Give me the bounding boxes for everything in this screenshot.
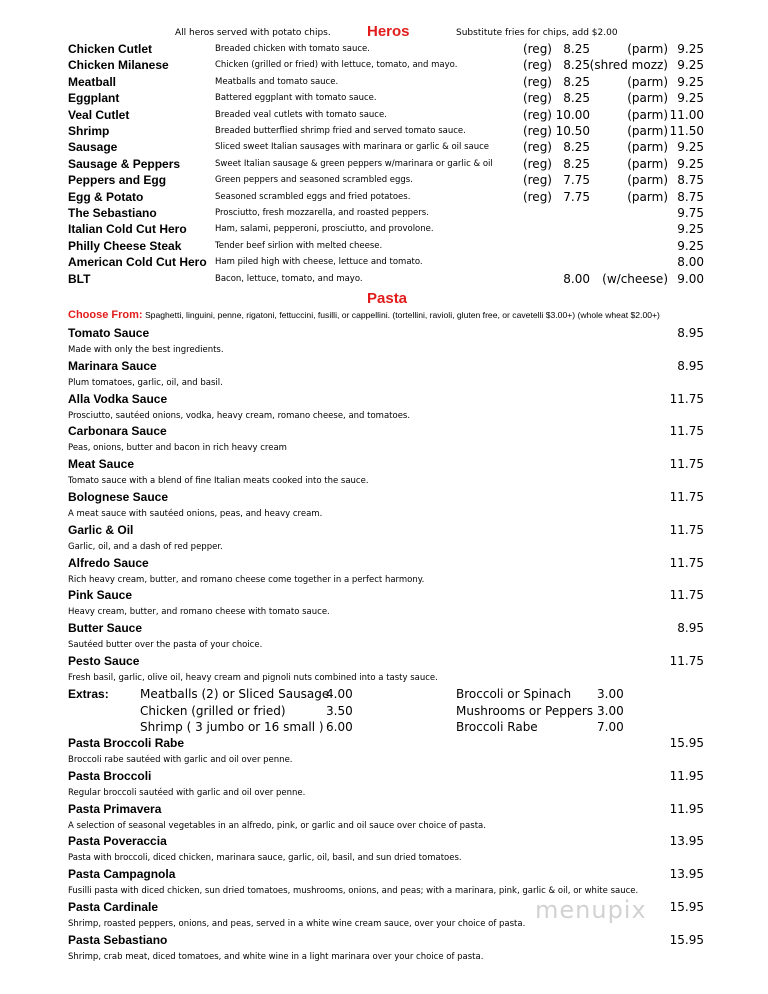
pasta-description: Prosciutto, sautéed onions, vodka, heavy cream, romano cheese, and tomatoes. — [68, 410, 411, 421]
hero-item — [0, 272, 768, 288]
hero-price-alt: 9.25 — [677, 91, 704, 106]
hero-price: 10.50 — [555, 124, 590, 138]
pasta-price: 13.95 — [669, 834, 704, 849]
pasta-description: A meat sauce with sautéed onions, peas, and heavy cream. — [68, 509, 323, 519]
hero-name: Sausage — [68, 140, 118, 155]
hero-item — [0, 157, 768, 173]
pasta-name: Pasta Broccoli — [68, 768, 152, 783]
pasta-item — [0, 834, 768, 867]
extra-name: Chicken (grilled or fried) — [140, 703, 286, 718]
pasta-item — [0, 933, 768, 966]
pasta-name: Marinara Sauce — [68, 358, 157, 373]
pasta-price: 11.95 — [669, 801, 704, 816]
hero-name: Shrimp — [68, 124, 110, 138]
hero-size-tag: (reg) — [522, 42, 552, 56]
hero-price-alt: 9.25 — [677, 238, 704, 253]
pasta-item — [0, 802, 768, 835]
pasta-description: Broccoli rabe sautéed with garlic and oil over penne. — [68, 755, 293, 765]
hero-description: Sliced sweet Italian sausages with marinara or garlic & oil sauce — [215, 142, 490, 153]
hero-size-tag: (reg) — [522, 91, 552, 106]
pasta-name: Meat Sauce — [68, 457, 135, 472]
pasta-price: 11.75 — [669, 588, 704, 603]
hero-price-alt: 9.25 — [677, 74, 704, 89]
pasta-price: 11.75 — [669, 457, 704, 472]
hero-name: Peppers and Egg — [68, 173, 167, 188]
hero-description: Ham piled high with cheese, lettuce and tomato. — [215, 257, 423, 268]
pasta-name: Pasta Poveraccia — [68, 834, 167, 849]
pasta-price: 15.95 — [669, 932, 704, 947]
hero-item — [0, 91, 768, 107]
pasta-description: Fresh basil, garlic, olive oil, heavy cream and pignoli nuts combined into a tasty sauce. — [68, 673, 438, 683]
pasta-name: Garlic & Oil — [68, 522, 134, 537]
hero-name: Eggplant — [68, 91, 120, 106]
extra-price: 3.00 — [597, 703, 624, 718]
pasta-name: Pasta Primavera — [68, 801, 162, 816]
pasta-price: 15.95 — [669, 900, 704, 914]
pasta-item — [0, 867, 768, 900]
hero-description: Sweet Italian sausage & green peppers w/marinara or garlic & oil — [215, 158, 493, 169]
extra-name: Shrimp ( 3 jumbo or 16 small ) — [140, 720, 324, 734]
extra-name: Meatballs (2) or Sliced Sausage — [140, 687, 330, 701]
pasta-item — [0, 392, 768, 425]
hero-description: Meatballs and tomato sauce. — [215, 76, 339, 87]
hero-price: 8.00 — [563, 271, 590, 286]
hero-name: Italian Cold Cut Hero — [68, 222, 187, 237]
pasta-description: Garlic, oil, and a dash of red pepper. — [68, 541, 223, 552]
pasta-item — [0, 490, 768, 523]
hero-size-tag: (reg) — [522, 124, 552, 138]
pasta-name: Pink Sauce — [68, 588, 133, 603]
hero-item — [0, 58, 768, 74]
pasta-description: Pasta with broccoli, diced chicken, marinara sauce, garlic, oil, basil, and sun dried tomatoes. — [68, 853, 462, 864]
pasta-name: Alfredo Sauce — [68, 555, 149, 570]
hero-size-tag-alt: (w/cheese) — [602, 271, 668, 286]
hero-size-tag-alt: (parm) — [627, 140, 668, 155]
pasta-item — [0, 769, 768, 802]
hero-size-tag: (reg) — [522, 74, 552, 89]
hero-item — [0, 140, 768, 156]
hero-description: Tender beef sirlion with melted cheese. — [215, 240, 383, 251]
extra-name: Mushrooms or Peppers — [456, 703, 594, 718]
hero-name: Egg & Potato — [68, 189, 144, 204]
hero-price-alt: 9.25 — [677, 222, 704, 237]
pasta-price: 11.75 — [669, 490, 704, 504]
pasta-price: 15.95 — [669, 736, 704, 750]
hero-item — [0, 190, 768, 206]
hero-item — [0, 206, 768, 222]
pasta-name: Pasta Broccoli Rabe — [68, 736, 185, 750]
heros-section-title: Heros — [367, 23, 410, 40]
hero-name: Sausage & Peppers — [68, 156, 181, 171]
hero-size-tag: (reg) — [522, 107, 552, 122]
pasta-section-title: Pasta — [367, 290, 408, 307]
choose-from-label: Choose From: — [68, 309, 143, 321]
pasta-description: Peas, onions, butter and bacon in rich heavy cream — [68, 443, 287, 454]
hero-name: Chicken Milanese — [68, 58, 169, 73]
pasta-item — [0, 326, 768, 359]
hero-name: BLT — [68, 271, 91, 286]
pasta-description: A selection of seasonal vegetables in an alfredo, pink, or garlic and oil sauce over choice of pasta. — [68, 820, 486, 831]
pasta-name: Pesto Sauce — [68, 654, 140, 668]
hero-name: Meatball — [68, 74, 117, 89]
pasta-description: Tomato sauce with a blend of fine Italian meats cooked into the sauce. — [68, 476, 369, 487]
hero-description: Breaded chicken with tomato sauce. — [215, 44, 370, 54]
hero-size-tag: (reg) — [522, 189, 552, 204]
extra-name: Broccoli or Spinach — [456, 687, 572, 701]
hero-description: Bacon, lettuce, tomato, and mayo. — [215, 273, 363, 284]
hero-price: 7.75 — [563, 189, 590, 204]
heros-note-fries: Substitute fries for chips, add $2.00 — [456, 28, 618, 38]
hero-price: 10.00 — [555, 107, 590, 122]
hero-price: 8.25 — [563, 91, 590, 106]
pasta-name: Carbonara Sauce — [68, 424, 167, 439]
hero-description: Chicken (grilled or fried) with lettuce, tomato, and mayo. — [215, 60, 458, 71]
hero-price-alt: 9.25 — [677, 42, 704, 56]
pasta-item — [0, 457, 768, 490]
pasta-price: 11.75 — [669, 555, 704, 570]
hero-price: 8.25 — [563, 156, 590, 171]
choose-from-text: Spaghetti, linguini, penne, rigatoni, fettuccini, fusilli, or cappellini. (tortellini, ravioli, gluten free, or cavetelli $3.00+) (whole wheat $2.00+) — [144, 310, 660, 320]
hero-item — [0, 42, 768, 58]
hero-price-alt: 9.25 — [677, 140, 704, 155]
extra-price: 3.50 — [326, 703, 353, 718]
hero-item — [0, 255, 768, 271]
pasta-item — [0, 424, 768, 457]
hero-size-tag-alt: (parm) — [627, 173, 668, 188]
hero-price: 7.75 — [563, 173, 590, 188]
pasta-name: Pasta Cardinale — [68, 900, 159, 914]
extra-price: 4.00 — [326, 687, 353, 701]
pasta-price: 8.95 — [677, 621, 704, 636]
extra-price: 7.00 — [597, 720, 624, 734]
hero-size-tag-alt: (parm) — [627, 156, 668, 171]
pasta-description: Heavy cream, butter, and romano cheese with tomato sauce. — [68, 607, 330, 618]
pasta-item — [0, 736, 768, 769]
hero-price-alt: 9.00 — [677, 271, 704, 286]
hero-size-tag: (reg) — [522, 140, 552, 155]
hero-size-tag-alt: (parm) — [627, 189, 668, 204]
pasta-choose-from — [68, 309, 758, 321]
hero-size-tag-alt: (parm) — [627, 91, 668, 106]
extra-price: 3.00 — [597, 687, 624, 701]
hero-price: 8.25 — [563, 42, 590, 56]
hero-item — [0, 239, 768, 255]
hero-description: Breaded butterflied shrimp fried and served tomato sauce. — [215, 126, 466, 136]
extra-name: Broccoli Rabe — [456, 720, 538, 734]
extra-price: 6.00 — [326, 720, 353, 734]
hero-price-alt: 11.00 — [669, 107, 704, 122]
pasta-price: 8.95 — [677, 358, 704, 373]
hero-name: Chicken Cutlet — [68, 42, 153, 56]
pasta-price: 11.95 — [669, 768, 704, 783]
hero-item — [0, 173, 768, 189]
pasta-price: 13.95 — [669, 867, 704, 882]
hero-name: Veal Cutlet — [68, 107, 130, 122]
pasta-name: Pasta Campagnola — [68, 867, 176, 882]
hero-price-alt: 8.75 — [677, 173, 704, 188]
hero-name: Philly Cheese Steak — [68, 238, 182, 253]
pasta-item — [0, 556, 768, 589]
pasta-description: Rich heavy cream, butter, and romano cheese come together in a perfect harmony. — [68, 574, 425, 585]
menupix-watermark: menupix — [535, 896, 647, 924]
heros-note-chips: All heros served with potato chips. — [175, 28, 331, 38]
hero-size-tag-alt: (parm) — [627, 124, 668, 138]
hero-size-tag-alt: (parm) — [627, 107, 668, 122]
pasta-name: Pasta Sebastiano — [68, 932, 168, 947]
hero-description: Battered eggplant with tomato sauce. — [215, 93, 377, 104]
pasta-item — [0, 523, 768, 556]
pasta-description: Plum tomatoes, garlic, oil, and basil. — [68, 377, 223, 388]
hero-size-tag: (reg) — [522, 156, 552, 171]
hero-description: Seasoned scrambled eggs and fried potatoes. — [215, 191, 411, 202]
pasta-item — [0, 654, 768, 687]
pasta-description: Shrimp, roasted peppers, onions, and peas, served in a white wine cream sauce, over your choice of pasta. — [68, 919, 526, 929]
hero-price-alt: 11.50 — [669, 124, 704, 138]
hero-price-alt: 9.25 — [677, 156, 704, 171]
pasta-item — [0, 359, 768, 392]
hero-size-tag-alt: (parm) — [627, 42, 668, 56]
hero-description: Ham, salami, pepperoni, prosciutto, and provolone. — [215, 224, 434, 235]
hero-price-alt: 8.00 — [677, 255, 704, 270]
hero-size-tag: (reg) — [522, 58, 552, 73]
hero-item — [0, 75, 768, 91]
hero-price: 8.25 — [563, 74, 590, 89]
hero-price-alt: 9.75 — [677, 206, 704, 220]
hero-name: The Sebastiano — [68, 206, 157, 220]
hero-size-tag: (reg) — [522, 173, 552, 188]
pasta-description: Made with only the best ingredients. — [68, 345, 224, 355]
hero-price: 8.25 — [563, 58, 590, 73]
hero-size-tag-alt: (shred mozz) — [589, 58, 668, 73]
pasta-name: Bolognese Sauce — [68, 490, 169, 504]
pasta-description: Fusilli pasta with diced chicken, sun dried tomatoes, mushrooms, onions, and peas; with a marinara, pink, garlic & oil, or white sauce. — [68, 886, 639, 897]
pasta-name: Butter Sauce — [68, 621, 143, 636]
pasta-description: Sautéed butter over the pasta of your choice. — [68, 640, 263, 651]
extras-label: Extras: — [68, 687, 109, 701]
pasta-description: Regular broccoli sautéed with garlic and oil over penne. — [68, 787, 306, 798]
pasta-price: 11.75 — [669, 391, 704, 406]
pasta-price: 11.75 — [669, 654, 704, 668]
hero-item — [0, 124, 768, 140]
pasta-item — [0, 588, 768, 621]
pasta-item — [0, 621, 768, 654]
hero-size-tag-alt: (parm) — [627, 74, 668, 89]
hero-name: American Cold Cut Hero — [68, 255, 207, 270]
hero-description: Breaded veal cutlets with tomato sauce. — [215, 109, 387, 120]
hero-price: 8.25 — [563, 140, 590, 155]
pasta-price: 11.75 — [669, 424, 704, 439]
hero-item — [0, 108, 768, 124]
pasta-name: Tomato Sauce — [68, 326, 150, 340]
pasta-item — [0, 900, 768, 933]
pasta-name: Alla Vodka Sauce — [68, 391, 168, 406]
hero-description: Prosciutto, fresh mozzarella, and roasted peppers. — [215, 208, 429, 218]
hero-description: Green peppers and seasoned scrambled eggs. — [215, 175, 413, 186]
hero-price-alt: 8.75 — [677, 189, 704, 204]
hero-item — [0, 222, 768, 238]
hero-price-alt: 9.25 — [677, 58, 704, 73]
pasta-description: Shrimp, crab meat, diced tomatoes, and white wine in a light marinara over your choice of pasta. — [68, 951, 484, 962]
pasta-price: 8.95 — [677, 326, 704, 340]
pasta-price: 11.75 — [669, 522, 704, 537]
